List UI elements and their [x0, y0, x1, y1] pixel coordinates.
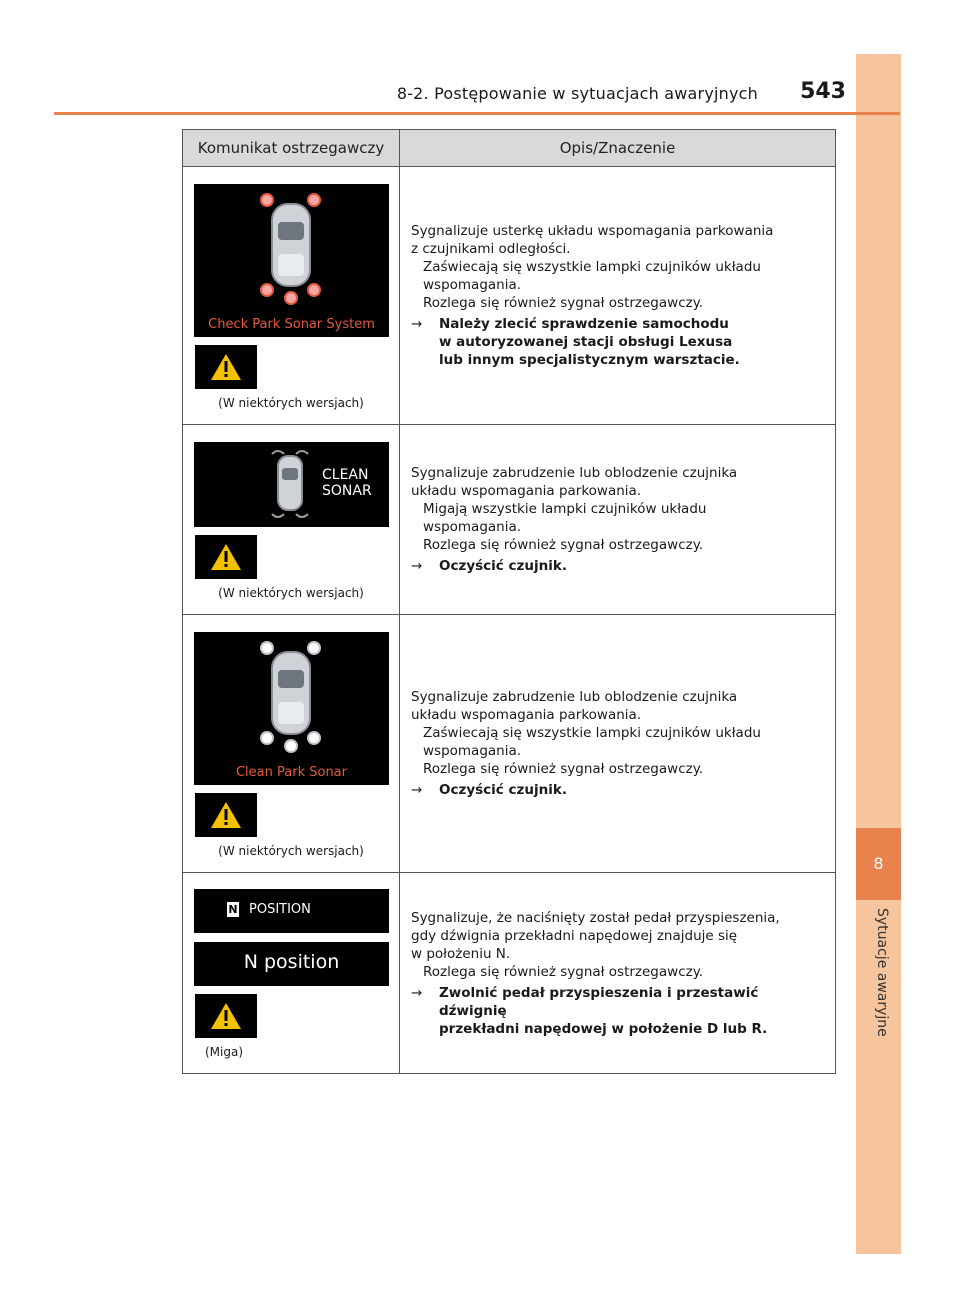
message-cell: [183, 873, 400, 1074]
desc-line: układu wspomagania parkowania.: [411, 707, 642, 723]
caption: (W niektórych wersjach): [218, 396, 364, 410]
page-number: 543: [800, 79, 846, 104]
table-row: [183, 873, 836, 1074]
side-chapter-label: Sytuacje awaryjne: [874, 908, 890, 1037]
description-cell: [400, 425, 836, 615]
desc-line: gdy dźwignia przekładni napędowej znajduje się: [411, 927, 738, 944]
desc-line: Sygnalizuje usterkę układu wspomagania parkowania: [411, 223, 774, 239]
header-rule: [54, 112, 900, 115]
arrow-right-icon: →: [411, 782, 423, 798]
action-line: w autoryzowanej stacji obsługi Lexusa: [439, 334, 733, 350]
screen-message: Check Park Sonar System: [208, 317, 375, 332]
desc-line: Sygnalizuje zabrudzenie lub oblodzenie czujnika: [411, 689, 738, 705]
screen-message: N position: [243, 951, 340, 973]
header-description: Opis/Znaczenie: [400, 130, 836, 167]
desc-line: wspomagania.: [423, 277, 522, 293]
table-header-row: [183, 130, 836, 167]
display-screen: [194, 442, 389, 527]
message-cell: [183, 167, 400, 425]
caption: (W niektórych wersjach): [218, 844, 364, 858]
display-screen: [194, 889, 389, 933]
message-cell: [183, 425, 400, 615]
desc-line: Sygnalizuje, że naciśnięty został pedał przyspieszenia,: [411, 909, 780, 926]
desc-line: Rozlega się również sygnał ostrzegawczy.: [423, 761, 704, 777]
desc-line: Sygnalizuje zabrudzenie lub oblodzenie czujnika: [411, 465, 738, 481]
warning-triangle-icon: [195, 535, 257, 579]
description-cell: [400, 615, 836, 873]
action: [411, 315, 825, 369]
header-message: Komunikat ostrzegawczy: [183, 130, 400, 167]
action-line: Zwolnić pedał przyspieszenia i przestawić dźwignię: [439, 984, 759, 1019]
table-row: [183, 167, 836, 425]
desc-line: Rozlega się również sygnał ostrzegawczy.: [423, 295, 704, 311]
display-screen: [194, 942, 389, 986]
warning-triangle-icon: [195, 345, 257, 389]
display-screen: [194, 184, 389, 337]
screen-message: POSITION: [249, 902, 311, 917]
desc-line: Zaświecają się wszystkie lampki czujników układu: [423, 259, 761, 275]
action: [411, 557, 825, 575]
desc-line: wspomagania.: [423, 519, 522, 535]
table-row: [183, 425, 836, 615]
action: [411, 984, 825, 1038]
header-title: 8-2. Postępowanie w sytuacjach awaryjnych: [396, 84, 758, 103]
desc-line: układu wspomagania parkowania.: [411, 483, 642, 499]
screen-message-line2: SONAR: [322, 483, 372, 499]
car-top-view-icon: [194, 632, 389, 785]
screen-message-line1: CLEAN: [322, 467, 369, 483]
action: [411, 781, 825, 799]
action-line: Oczyścić czujnik.: [439, 558, 567, 574]
side-chapter-number: 8: [856, 828, 901, 900]
warning-triangle-icon: [195, 793, 257, 837]
action-line: Należy zlecić sprawdzenie samochodu: [439, 316, 729, 332]
desc-line: wspomagania.: [423, 743, 522, 759]
car-top-view-icon: [194, 184, 389, 337]
desc-line: Rozlega się również sygnał ostrzegawczy.: [423, 963, 704, 980]
description-cell: [400, 167, 836, 425]
action-line: lub innym specjalistycznym warsztacie.: [439, 352, 740, 368]
action-line: przekładni napędowej w położenie D lub R.: [439, 1020, 768, 1037]
desc-line: Zaświecają się wszystkie lampki czujników układu: [423, 725, 761, 741]
arrow-right-icon: →: [411, 316, 423, 332]
display-screen: [194, 632, 389, 785]
screen-message: Clean Park Sonar: [235, 765, 347, 780]
side-tab: [856, 54, 901, 1254]
caption: (W niektórych wersjach): [218, 586, 364, 600]
warning-table: [182, 129, 836, 1074]
arrow-right-icon: →: [411, 558, 423, 574]
message-cell: [183, 615, 400, 873]
desc-line: z czujnikami odległości.: [411, 241, 571, 257]
desc-line: w położeniu N.: [411, 945, 511, 962]
action-line: Oczyścić czujnik.: [439, 782, 567, 798]
table-row: [183, 615, 836, 873]
description-cell: [400, 873, 836, 1074]
gear-n-icon: N: [228, 903, 238, 916]
arrow-right-icon: →: [411, 984, 423, 1001]
desc-line: Migają wszystkie lampki czujników układu: [423, 501, 707, 517]
warning-triangle-icon: [195, 994, 257, 1038]
desc-line: Rozlega się również sygnał ostrzegawczy.: [423, 537, 704, 553]
caption: (Miga): [205, 1045, 244, 1059]
